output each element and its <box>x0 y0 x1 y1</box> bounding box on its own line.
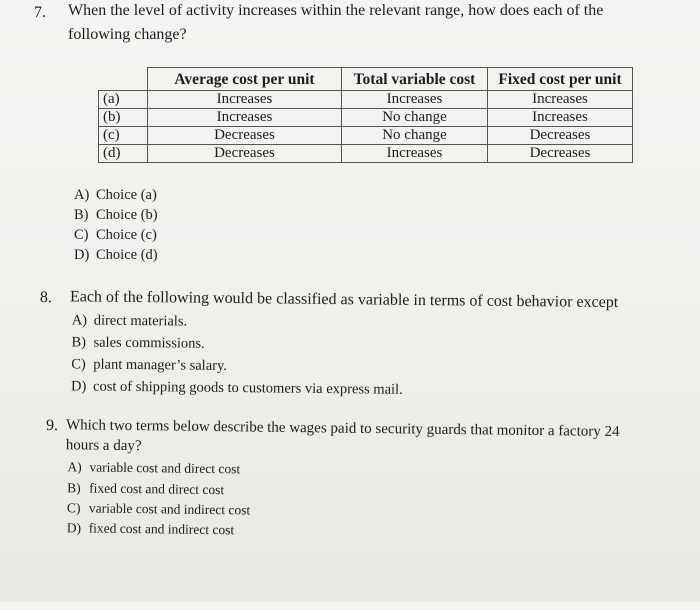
table-cell: No change <box>342 127 488 145</box>
choice-text: sales commissions. <box>93 334 205 352</box>
choice-text: Choice (c) <box>96 227 157 243</box>
question-number: 8. <box>39 289 53 307</box>
table-cell: Decreases <box>488 145 633 163</box>
choice-letter: C) <box>74 227 89 243</box>
answer-choice-a[interactable] <box>67 459 240 477</box>
question-text-line-2: following change? <box>68 26 187 43</box>
choice-letter: D) <box>70 378 87 395</box>
table-cell: Increases <box>488 91 633 109</box>
choice-letter: C) <box>66 500 81 516</box>
choice-letter: A) <box>67 459 82 475</box>
table-cell: Increases <box>342 145 488 163</box>
choice-text: fixed cost and indirect cost <box>88 520 235 538</box>
table-cell: Increases <box>488 109 633 127</box>
question-number: 7. <box>34 4 46 21</box>
question-text-line-1: When the level of activity increases within the relevant range, how does each of the <box>68 2 604 19</box>
choice-text: Choice (d) <box>96 247 158 263</box>
table-header: Average cost per unit <box>148 68 342 91</box>
table-cell: Increases <box>342 91 488 109</box>
table-cell: No change <box>342 109 488 127</box>
row-label: (b) <box>99 109 148 127</box>
choice-text: variable cost and direct cost <box>89 459 241 477</box>
choice-letter: B) <box>74 207 89 223</box>
choice-letter: B) <box>67 480 81 496</box>
table-cell: Decreases <box>488 127 633 145</box>
row-label: (a) <box>99 91 148 109</box>
table-header: Fixed cost per unit <box>488 68 633 91</box>
choice-text: plant manager’s salary. <box>93 356 228 374</box>
table-header: Total variable cost <box>342 68 488 91</box>
table-cell: Decreases <box>148 145 342 163</box>
choice-letter: C) <box>71 356 86 373</box>
answer-choice-c[interactable] <box>67 500 250 518</box>
question-text-line-2: hours a day? <box>65 437 142 455</box>
question-number: 9. <box>45 417 59 435</box>
choice-text: variable cost and indirect cost <box>88 500 251 518</box>
choice-letter: D) <box>66 520 82 536</box>
table-cell: Increases <box>148 91 342 109</box>
question-text-line-1: Which two terms below describe the wages paid to security guards that monitor a factory 24 <box>65 417 620 441</box>
choice-text: fixed cost and direct cost <box>89 480 225 498</box>
row-label: (d) <box>99 145 148 163</box>
choice-text: direct materials. <box>93 312 188 330</box>
row-label: (c) <box>99 127 148 145</box>
choice-letter: D) <box>74 247 90 263</box>
choice-text: cost of shipping goods to customers via express mail. <box>92 378 403 398</box>
choice-letter: B) <box>71 334 87 351</box>
table-cell: Increases <box>148 109 342 127</box>
choice-text: Choice (b) <box>96 207 158 223</box>
question-text: Each of the following would be classified as variable in terms of cost behavior except <box>69 288 619 312</box>
answer-choice-b[interactable] <box>67 480 224 498</box>
answer-choice-d[interactable] <box>67 520 235 538</box>
choice-text: Choice (a) <box>96 187 157 203</box>
choice-letter: A) <box>74 187 90 203</box>
table-cell: Decreases <box>148 127 342 145</box>
choice-letter: A) <box>71 312 88 329</box>
